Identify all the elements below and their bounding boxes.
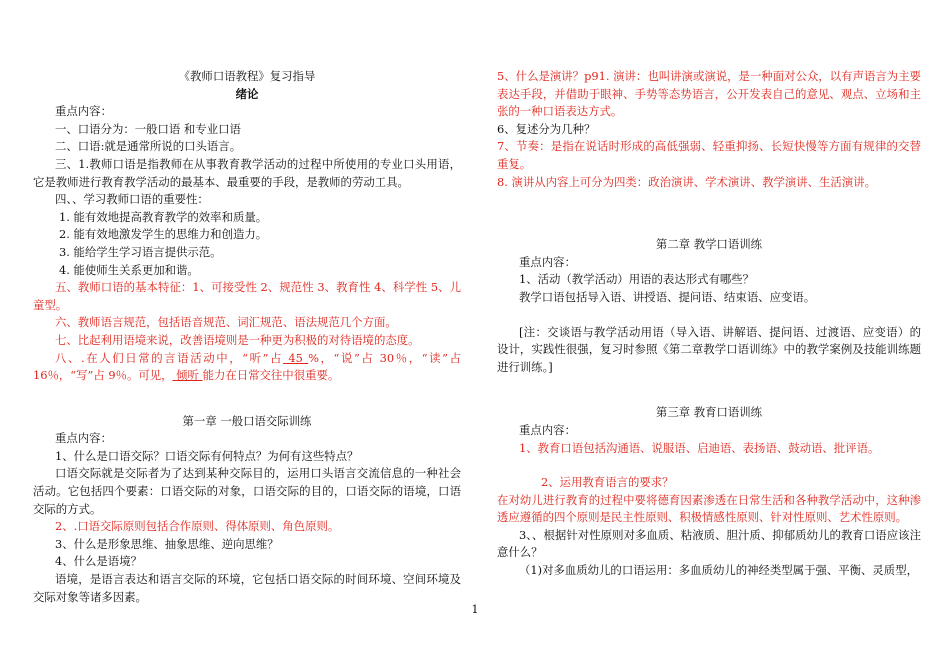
intro-point-1: 一、口语分为：一般口语 和专业口语 [55,121,241,136]
intro-point-7: 七、比起利用语境来说，改善语境则是一种更为积极的对待语境的态度。 [55,332,420,347]
importance-item-1: 1. 能有效地提高教育教学的效率和质量。 [59,209,268,224]
key-points-label: 重点内容： [55,104,112,119]
chapter-1-answer-1: 口语交际就是交际者为了达到某种交际目的，运用口头语言交流信息的一种社会活动。它包括四个要素：口语交际的对象，口语交际的目的，口语交际的语境，口语交际的方式。 [33,466,461,516]
chapter-3-question-1: 1、教育口语包括沟通语、说服语、启迪语、表扬语、鼓动语、批评语。 [519,440,880,455]
intro-point-6: 六、教师语言规范，包括语音规范、词汇规范、语法规范几个方面。 [55,315,397,330]
question-7-rhythm: 7、节奏：是指在说话时形成的高低强弱、轻重抑扬、长短快慢等方面有规律的交替重复。 [497,139,921,171]
chapter-3-title: 第三章 教育口语训练 [655,405,763,420]
intro-point-2: 二、口语:就是通常所说的口头语言。 [55,139,242,154]
intro-point-5: 五、教师口语的基本特征：1、可接受性 2、规范性 3、教育性 4、科学性 5、儿童型。 [33,280,461,312]
intro-point-8-part-a: 八、.在人们日常的言语活动中，“听”占 [55,350,284,365]
chapter-1-question-3: 3、什么是形象思维、抽象思维、逆向思维？ [55,536,279,551]
chapter-3-question-2: 2、运用教育语言的要求？ [541,475,674,490]
chapter-2-question-1: 1、活动（教学活动）用语的表达形式有哪些？ [519,272,755,287]
chapter-3-answer-3: （1)对多血质幼儿的口语运用：多血质幼儿的神经类型属于强、平衡、灵质型， [519,563,918,578]
chapter-1-question-4: 4、什么是语境？ [55,554,142,569]
intro-point-4: 四、、学习教师口语的重要性： [55,192,209,207]
chapter-2-answer-1: 教学口语包括导入语、讲授语、提问语、结束语、应变语。 [519,289,816,304]
page-number: 1 [471,603,479,616]
left-column [33,68,461,606]
intro-point-8-part-c: 能力在日常交往中很重要。 [202,368,340,383]
importance-item-3: 3. 能给学生学习语言提供示范。 [59,244,222,259]
chapter-1-title: 第一章 一般口语交际训练 [182,413,312,428]
intro-point-8 [33,350,461,385]
listening-blank: 倾听 [172,368,203,383]
question-5-speech: 5、什么是演讲？p91. 演讲：也叫讲演或演说，是一种面对公众，以有声语言为主要表达手段，并借助于眼神、手势等态势语言，公开发表自己的意见、观点、立场和主张的一种口语表达方式。 [497,69,921,119]
importance-item-2: 2. 能有效地激发学生的思维力和创造力。 [59,227,268,242]
chapter-3-answer-2: 在对幼儿进行教育的过程中要将德育因素渗透在日常生活和各种教学活动中，这种渗透应遵循的四个原则是民主性原则、积极情感性原则、针对性原则、艺术性原则。 [497,492,921,525]
chapter-1-answer-4: 语境，是语言表达和语言交际的环境，它包括口语交际的时间环境、空间环境及交际对象等诸多因素。 [33,572,461,604]
chapter-1-key-points: 重点内容： [55,431,112,446]
question-6-retelling: 6、复述分为几种？ [497,121,596,136]
chapter-2-key-points: 重点内容： [519,254,576,269]
importance-item-4: 4. 能使师生关系更加和谐。 [59,262,199,277]
document-title: 《教师口语教程》复习指导 [178,69,316,83]
section-title-intro: 绪论 [235,86,259,101]
intro-point-8-part-b: %，“说”占 30％，“读”占 16％，“写”占 9％。可见， [33,350,461,383]
chapter-3-question-3: 3、、根据针对性原则对多血质、粘液质、胆汁质、抑郁质幼儿的教育口语应该注意什么？ [497,527,921,560]
right-column [497,68,921,580]
chapter-3-key-points: 重点内容： [519,422,576,437]
listening-percent-blank: 45 [283,350,309,365]
question-8-speech-types: 8. 演讲从内容上可分为四类：政治演讲、学术演讲、教学演讲、生活演讲。 [497,174,876,189]
chapter-1-question-1: 1、什么是口语交际？口语交际有何特点？为何有这些特点？ [55,448,359,463]
intro-point-3: 三、1.教师口语是指教师在从事教育教学活动的过程中所使用的专业口头用语，它是教师进行教育教学活动的最基本、最重要的手段，是教师的劳动工具。 [33,156,461,189]
chapter-2-title: 第二章 教学口语训练 [655,237,763,252]
chapter-2-note: [注：交谈语与教学活动用语（导入语、讲解语、提问语、过渡语、应变语）的设计，实践性很强，复习时参照《第二章教学口语训练》中的教学案例及技能训练题进行训练。] [497,324,921,374]
chapter-1-question-2: 2、.口语交际原则包括合作原则、得体原则、角色原则。 [55,519,340,534]
